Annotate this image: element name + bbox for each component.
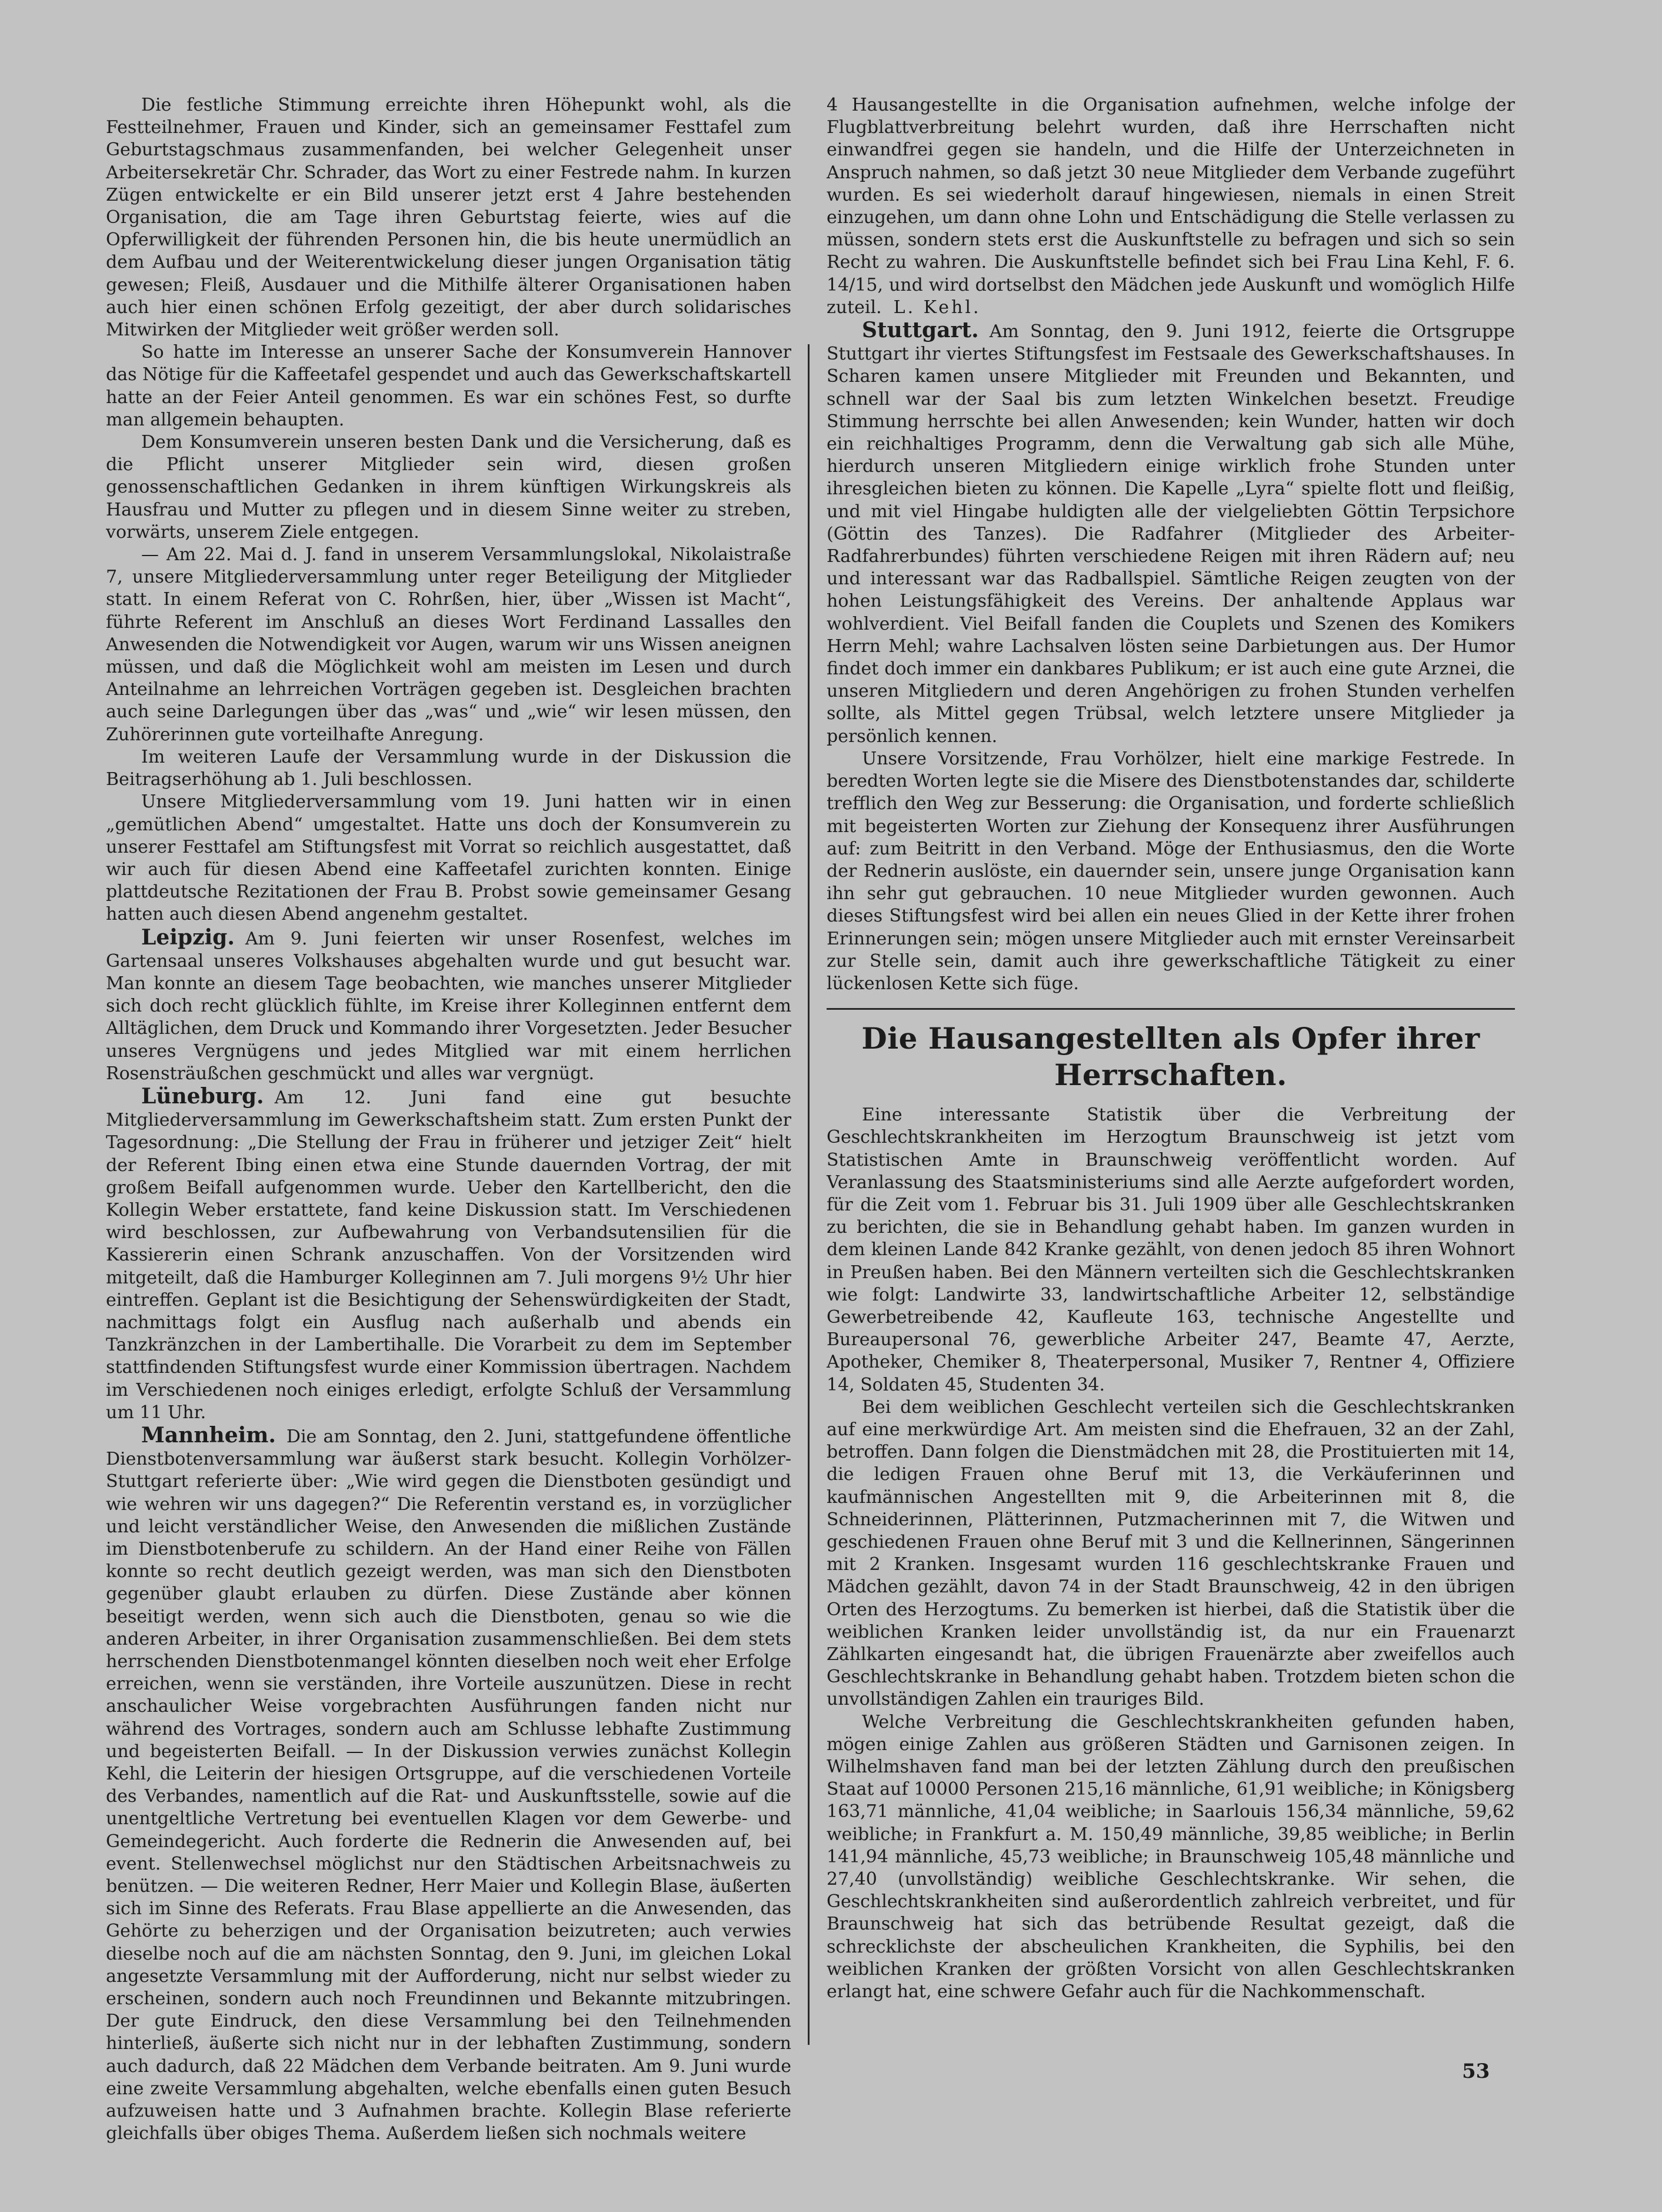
report-stuttgart-text: Am Sonntag, den 9. Juni 1912, feierte die Ortsgruppe Stuttgart ihr viertes Stiftungsfest im Festsaale des Gewerkschaftshauses. In Scharen kamen unsere Mitglieder mit Freunden und Bekannten, und schnell war der Saal bis zum letzten Winkelchen besetzt. Freudige Stimmung herrschte bei allen Anwesenden; kein Wunder, hatten wir doch ein reichhaltiges Programm, denn die Verwaltung gab sich alle Mühe, hierdurch unseren Mitgliedern einige wirklich frohe Stunden unter ihresgleichen bieten zu können. Die Kapelle „Lyra“ spielte flott und fleißig, und mit viel Hingabe huldigten alle der vielgeliebten Göttin Terpsichore (Göttin des Tanzes). Die Radfahrer (Mitglieder des Arbeiter-Radfahrerbundes) führten verschiedene Reigen mit ihren Rädern auf; neu und interessant war das Radballspiel. Sämtliche Reigen zeugten von der hohen Leistungsfähigkeit des Vereins. Der anhaltende Applaus war wohlverdient. Viel Beifall fanden die Couplets und Szenen des Komikers Herrn Mehl; wahre Lachsalven lösten seine Darbietungen aus. Der Humor findet doch immer ein dankbares Publikum; er ist auch eine gute Arznei, die unseren Mitgliedern und deren Angehörigen zu frohen Stunden verhelfen sollte, als Mittel gegen Trübsal, welch letztere unsere Mitglieder ja persönlich kennen. [827,321,1515,747]
article-headline: Die Hausangestellten als Opfer ihrer Herrschaften. [861,1021,1480,1093]
left-column [106,94,791,2144]
paragraph-beitragserhoehung: Im weiteren Laufe der Versammlung wurde in der Diskussion die Beitragserhöhung ab 1. Juli beschlossen. [106,746,791,790]
column-divider [808,344,810,2045]
signature: L. Kehl. [893,297,981,318]
report-stuttgart-festrede: Unsere Vorsitzende, Frau Vorhölzer, hielt eine markige Festrede. In beredten Worten legte sie die Misere des Dienstbotenstandes dar, schilderte trefflich den Weg zur Besserung: die Organisation, und forderte schließlich mit begeisterten Worten zur Ziehung der Konsequenz ihrer Ausführungen auf: zum Beitritt in den Verband. Möge der Enthusiasmus, den die Worte der Rednerin auslöste, ein dauernder sein, unsere junge Organisation kann ihn sehr gut gebrauchen. 10 neue Mitglieder wurden gewonnen. Auch dieses Stiftungsfest wird bei allen ein neues Glied in der Kette ihrer frohen Erinnerungen sein; mögen unsere Mitglieder auch mit ernster Vereinsarbeit zur Stelle sein, damit auch ihre gewerkschaftliche Tätigkeit zu einer lückenlosen Kette sich füge. [827,748,1515,994]
paragraph-versammlung-mai: — Am 22. Mai d. J. fand in unserem Versammlungslokal, Nikolaistraße 7, unsere Mitgliederversammlung unter reger Beteiligung der Mitglieder statt. In einem Referat von C. Rohrßen, hier, über „Wissen ist Macht“, führte Referent im Anschluß an dieses Wort Ferdinand Lassalles den Anwesenden die Notwendigkeit vor Augen, warum wir uns Wissen aneignen müssen, und daß die Möglichkeit wohl am meisten im Lesen und durch Anteilnahme an lehrreichen Vorträgen gegeben ist. Desgleichen brachten auch seine Darlegungen über das „was“ und „wie“ wir lesen müssen, den Zuhörerinnen gute vorteilhafte Anregung. [106,544,791,745]
article-paragraph-statistik: Eine interessante Statistik über die Verbreitung der Geschlechtskrankheiten im Herzogtum Braunschweig ist jetzt vom Statistischen Amte in Braunschweig veröffentlicht worden. Auf Veranlassung des Staatsministeriums sind alle Aerzte aufgefordert worden, für die Zeit vom 1. Februar bis 31. Juli 1909 über alle Geschlechtskranken zu berichten, die sie in Behandlung gehabt haben. Im ganzen wurden in dem kleinen Lande 842 Kranke gezählt, von denen jedoch 85 ihren Wohnort in Preußen haben. Bei den Männern verteilten sich die Geschlechtskranken wie folgt: Landwirte 33, landwirtschaftliche Arbeiter 12, selbständige Gewerbetreibende 42, Kaufleute 163, technische Angestellte und Bureaupersonal 76, gewerbliche Arbeiter 247, Beamte 47, Aerzte, Apotheker, Chemiker 8, Theaterpersonal, Musiker 7, Rentner 4, Offiziere 14, Soldaten 45, Studenten 34. [827,1105,1515,1395]
section-rule [827,1008,1515,1010]
page-number: 53 [1462,2060,1490,2083]
city-heading-leipzig: Leipzig. [141,924,235,950]
article-paragraph-staedte: Welche Verbreitung die Geschlechtskrankheiten gefunden haben, mögen einige Zahlen aus größeren Städten und Garnisonen zeigen. In Wilhelmshaven fand man bei der letzten Zählung durch den preußischen Staat auf 10000 Personen 215,16 männliche, 61,91 weibliche; in Königsberg 163,71 männliche, 41,04 weibliche; in Saarlouis 156,34 männliche, 59,62 weibliche; in Frankfurt a. M. 150,49 männliche, 39,85 weibliche; in Berlin 141,94 männliche, 45,73 weibliche; in Braunschweig 105,48 männliche und 27,40 (unvollständig) weibliche Geschlechtskranke. Wir sehen, die Geschlechtskrankheiten sind außerordentlich zahlreich verbreitet, und für Braunschweig hat sich das betrübende Resultat gezeigt, daß die schrecklichste der abscheulichen Krankheiten, die Syphilis, bei den weiblichen Kranken der größten Vorsicht von allen Geschlechtskranken erlangt hat, eine schwere Gefahr auch für die Nachkommenschaft. [827,1711,1515,2003]
report-mannheim-text: Die am Sonntag, den 2. Juni, stattgefundene öffentliche Dienstbotenversammlung war äußerst stark besucht. Kollegin Vorhölzer-Stuttgart referierte über: „Wie wird gegen die Dienstboten gesündigt und wie wehren wir uns dagegen?“ Die Referentin verstand es, in vorzüglicher und leicht verständlicher Weise, den Anwesenden die mißlichen Zustände im Dienstbotenberufe zu schildern. An der Hand einer Reihe von Fällen konnte so recht deutlich gezeigt werden, was man sich den Dienstboten gegenüber glaubt erlauben zu dürfen. Diese Zustände aber können beseitigt werden, wenn sich auch die Dienstboten, genau so wie die anderen Arbeiter, in ihrer Organisation zusammenschließen. Bei dem stets herrschenden Dienstbotenmangel könnten dieselben noch weit eher Erfolge erreichen, wenn sie verständen, ihre Vorteile auszunützen. Diese in recht anschaulicher Weise vorgebrachten Ausführungen fanden nicht nur während des Vortrages, sondern auch am Schlusse lebhafte Zustimmung und begeisterten Beifall. — In der Diskussion verwies zunächst Kollegin Kehl, die Leiterin der hiesigen Ortsgruppe, auf die verschiedenen Vorteile des Verbandes, namentlich auf die Rat- und Auskunftsstelle, sowie auf die unentgeltliche Vertretung bei eventuellen Klagen vor dem Gewerbe- und Gemeindegericht. Auch forderte die Rednerin die Anwesenden auf, bei event. Stellenwechsel möglichst nur den Städtischen Arbeitsnachweis zu benützen. — Die weiteren Redner, Herr Maier und Kollegin Blase, äußerten sich im Sinne des Referats. Frau Blase appellierte an die Anwesenden, das Gehörte zu beherzigen und der Organisation beizutreten; auch verwies dieselbe noch auf die am nächsten Sonntag, den 9. Juni, im gleichen Lokal angesetzte Versammlung mit der Aufforderung, nicht nur selbst wieder zu erscheinen, sondern auch noch Freundinnen und Bekannte mitzubringen. Der gute Eindruck, den diese Versammlung bei den Teilnehmenden hinterließ, äußerte sich nicht nur in der lebhaften Zustimmung, sondern auch dadurch, daß 22 Mädchen dem Verbande beitraten. Am 9. Juni wurde eine zweite Versammlung abgehalten, welche ebenfalls einen guten Besuch aufzuweisen hatte und 3 Aufnahmen brachte. Kollegin Blase referierte gleichfalls über obiges Thema. Außerdem ließen sich nochmals weitere [106,1426,791,2144]
paragraph-konsumverein: So hatte im Interesse an unserer Sache der Konsumverein Hannover das Nötige für die Kaffeetafel gespendet und auch das Gewerkschaftskartell hatte an der Feier Anteil genommen. Es war ein schönes Fest, so durfte man allgemein behaupten. [106,342,791,430]
report-mannheim-continued [827,94,1515,319]
report-leipzig-text: Am 9. Juni feierten wir unser Rosenfest, welches im Gartensaal unseres Volkshauses abgehalten wurde und gut besucht war. Man konnte an diesem Tage beobachten, wie manches unserer Mitglieder sich doch recht glücklich fühlte, im Kreise ihrer Kolleginnen entfernt dem Alltäglichen, dem Druck und Kommando ihrer Vorgesetzten. Jeder Besucher unseres Vergnügens und jedes Mitglied war mit einem herrlichen Rosensträußchen geschmückt und alles war vergnügt. [106,928,791,1084]
city-heading-lueneburg: Lüneburg. [141,1083,264,1109]
report-lueneburg-text: Am 12. Juni fand eine gut besuchte Mitgliederversammlung im Gewerkschaftsheim statt. Zum ersten Punkt der Tagesordnung: „Die Stellung der Frau in früherer und jetziger Zeit“ hielt der Referent Ibing einen etwa eine Stunde dauernden Vortrag, der mit großem Beifall aufgenommen wurde. Ueber den Kartellbericht, den die Kollegin Weber erstattete, fand keine Diskussion statt. Im Verschiedenen wird beschlossen, zur Aufbewahrung von Verbandsutensilien für die Kassiererin einen Schrank anzuschaffen. Von der Vorsitzenden wird mitgeteilt, daß die Hamburger Kolleginnen am 7. Juli morgens 9½ Uhr hier eintreffen. Geplant ist die Besichtigung der Sehenswürdigkeiten der Stadt, nachmittags folgt ein Ausflug nach außerhalb und abends ein Tanzkränzchen in der Lambertihalle. Die Vorarbeit zu dem im September stattfindenden Stiftungsfest wurde einer Kommission übertragen. Nachdem im Verschiedenen noch einiges erledigt, erfolgte Schluß der Versammlung um 11 Uhr. [106,1087,791,1423]
article-paragraph-weiblich: Bei dem weiblichen Geschlecht verteilen sich die Geschlechtskranken auf eine merkwürdige Art. Am meisten sind die Ehefrauen, 32 an der Zahl, betroffen. Dann folgen die Dienstmädchen mit 28, die Prostituierten mit 14, die ledigen Frauen ohne Beruf mit 13, die Verkäuferinnen und kaufmännischen Angestellten mit 9, die Arbeiterinnen mit 8, die Schneiderinnen, Plätterinnen, Putzmacherinnen mit 7, die Witwen und geschiedenen Frauen ohne Beruf mit 3 und die Kellnerinnen, Sängerinnen mit 2 Kranken. Insgesamt wurden 116 geschlechtskranke Frauen und Mädchen gezählt, davon 74 in der Stadt Braunschweig, 42 in den übrigen Orten des Herzogtums. Zu bemerken ist hierbei, daß die Statistik über die weiblichen Kranken leider unvollständig ist, da nur ein Frauenarzt Zählkarten eingesandt hat, die übrigen Frauenärzte aber zweifellos auch Geschlechtskranke in Behandlung gehabt haben. Trotzdem bieten schon die unvollständigen Zahlen ein trauriges Bild. [827,1396,1515,1710]
city-heading-mannheim: Mannheim. [141,1422,276,1448]
report-stuttgart [827,319,1515,748]
paragraph-gemuetlicher-abend: Unsere Mitgliederversammlung vom 19. Juni hatten wir in einen „gemütlichen Abend“ umgestaltet. Hatte uns doch der Konsumverein zu unserer Festtafel am Stiftungsfest mit Vorrat so reichlich ausgestattet, daß wir auch für diesen Abend eine Kaffeetafel zurichten konnten. Einige plattdeutsche Rezitationen der Frau B. Probst sowie gemeinsamer Gesang hatten auch diesen Abend angenehm gestaltet. [106,791,791,925]
city-heading-stuttgart: Stuttgart. [862,318,979,343]
report-leipzig [106,926,791,1085]
report-lueneburg [106,1085,791,1424]
report-mannheim [106,1424,791,2146]
paragraph-dank: Dem Konsumverein unseren besten Dank und die Versicherung, daß es die Pflicht unserer Mitglieder sein wird, diesen großen genossenschaftlichen Gedanken in ihrem künftigen Wirkungskreis als Hausfrau und Mutter zu pflegen und in diesem Sinne weiter zu streben, vorwärts, unserem Ziele entgegen. [106,432,791,543]
report-mannheim-continued-text: 4 Hausangestellte in die Organisation aufnehmen, welche infolge der Flugblattverbreitung belehrt wurden, daß ihre Herrschaften nicht einwandfrei gegen sie handeln, und die Hilfe der Unterzeichneten in Anspruch nahmen, so daß jetzt 30 neue Mitglieder dem Verbande zugeführt wurden. Es sei wiederholt darauf hingewiesen, niemals in einen Streit einzugehen, um dann ohne Lohn und Entschädigung die Stelle verlassen zu müssen, sondern stets erst die Auskunftstelle zu befragen und sich so sein Recht zu wahren. Die Auskunftstelle befindet sich bei Frau Lina Kehl, F. 6. 14/15, und wird dortselbst den Mädchen jede Auskunft und womöglich Hilfe zuteil. [827,95,1515,318]
right-column [827,94,1515,2048]
paragraph-festrede: Die festliche Stimmung erreichte ihren Höhepunkt wohl, als die Festteilnehmer, Frauen und Kinder, sich an gemeinsamer Festtafel zum Geburtstagschmaus zusammenfanden, bei welcher Gelegenheit unser Arbeitersekretär Chr. Schrader, das Wort zu einer Festrede nahm. In kurzen Zügen entwickelte er ein Bild unserer jetzt erst 4 Jahre bestehenden Organisation, die am Tage ihren Geburtstag feierte, wies auf die Opferwilligkeit der führenden Personen hin, die bis heute unermüdlich an dem Aufbau und der Weiterentwickelung dieser jungen Organisation tätig gewesen; Fleiß, Ausdauer und die Mithilfe älterer Organisationen haben auch hier einen schönen Erfolg gezeitigt, der aber durch solidarisches Mitwirken der Mitglieder weit größer werden soll. [106,95,791,341]
